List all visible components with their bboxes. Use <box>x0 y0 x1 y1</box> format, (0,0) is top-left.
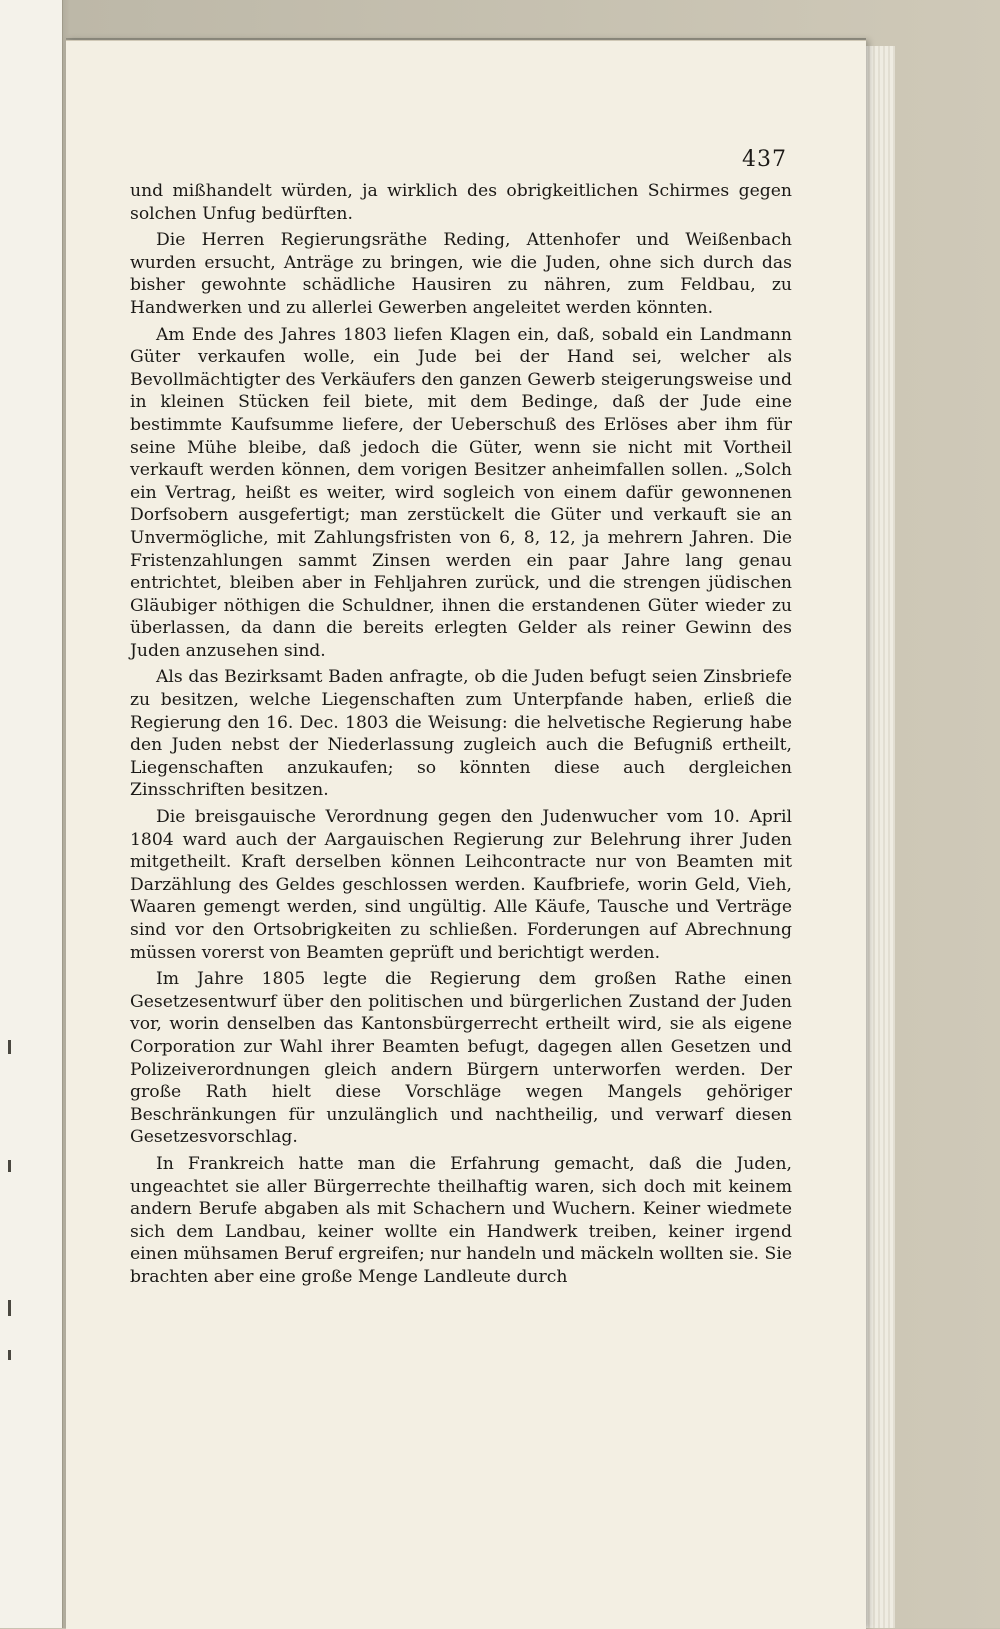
paragraph: Die Herren Regierungsräthe Reding, Attenhofer und Weißenbach wurden ersucht, Anträge zu bringen, wie die Juden, ohne sich durch das bisher gewohnte schädliche Hausiren zu nähren, zum Feldbau, zu Handwerken und zu allerlei Gewerben angeleitet werden könnten. <box>130 230 792 318</box>
page-number: 437 <box>742 147 787 172</box>
paragraph: In Frankreich hatte man die Erfahrung gemacht, daß die Juden, ungeachtet sie aller Bürgerrechte theilhaftig waren, sich doch mit keinem andern Berufe abgaben als mit Schachern und Wuchern. Keiner wiedmete sich dem Landbau, keiner wollte ein Handwerk treiben, keiner irgend einen mühsamen Beruf ergreifen; nur handeln und mäckeln wollten sie. Sie brachten aber eine große Menge Landleute durch <box>130 1153 792 1287</box>
facing-page-marks <box>2 0 42 1628</box>
paragraph: Als das Bezirksamt Baden anfragte, ob die Juden befugt seien Zinsbriefe zu besitzen, welche Liegenschaften zum Unterpfande haben, erließ die Regierung den 16. Dec. 1803 die Weisung: die helvetische Regierung habe den Juden nebst der Niederlassung zugleich auch die Befugniß ertheilt, Liegenschaften anzukaufen; so könnten diese auch dergleichen Zinsschriften besitzen. <box>130 667 792 801</box>
paragraph: und mißhandelt würden, ja wirklich des obrigkeitlichen Schirmes gegen solchen Unfug bedürften. <box>130 181 792 224</box>
body-text <box>130 180 792 1289</box>
paragraph: Am Ende des Jahres 1803 liefen Klagen ein, daß, sobald ein Landmann Güter verkaufen wolle, ein Jude bei der Hand sei, welcher als Bevollmächtigter des Verkäufers den ganzen Gewerb steigerungsweise und in kleinen Stücken feil biete, mit dem Bedinge, daß der Jude eine bestimmte Kaufsumme liefere, der Ueberschuß des Erlöses aber ihm für seine Mühe bleibe, daß jedoch die Güter, wenn sie nicht mit Vortheil verkauft werden können, dem vorigen Besitzer anheimfallen sollen. „Solch ein Vertrag, heißt es weiter, wird sogleich von einem dafür gewonnenen Dorfsobern ausgefertigt; man zerstückelt die Güter und verkauft sie an Unvermögliche, mit Zahlungsfristen von 6, 8, 12, ja mehrern Jahren. Die Fristenzahlungen sammt Zinsen werden ein paar Jahre lang genau entrichtet, bleiben aber in Fehljahren zurück, und die strengen jüdischen Gläubiger nöthigen die Schuldner, ihnen die erstandenen Güter wieder zu überlassen, da dann die bereits erlegten Gelder als reiner Gewinn des Juden anzusehen sind. <box>130 324 792 661</box>
paragraph: Im Jahre 1805 legte die Regierung dem großen Rathe einen Gesetzesentwurf über den politischen und bürgerlichen Zustand der Juden vor, worin denselben das Kantonsbürgerrecht ertheilt wird, sie als eigene Corporation zur Wahl ihrer Beamten befugt, dagegen allen Gesetzen und Polizeiverordnungen gleich andern Bürgern unterworfen werden. Der große Rath hielt diese Vorschläge wegen Mangels gehöriger Beschränkungen für unzulänglich und nachtheilig, und verwarf diesen Gesetzesvorschlag. <box>130 969 792 1148</box>
paragraph: Die breisgauische Verordnung gegen den Judenwucher vom 10. April 1804 ward auch der Aargauischen Regierung zur Belehrung ihrer Juden mitgetheilt. Kraft derselben können Leihcontracte nur von Beamten mit Darzählung des Geldes geschlossen werden. Kaufbriefe, worin Geld, Vieh, Waaren gemengt werden, sind ungültig. Alle Käufe, Tausche und Verträge sind vor den Ortsobrigkeiten zu schließen. Forderungen auf Abrechnung müssen vorerst von Beamten geprüft und berichtigt werden. <box>130 807 792 963</box>
facing-page-edge <box>0 0 63 1628</box>
